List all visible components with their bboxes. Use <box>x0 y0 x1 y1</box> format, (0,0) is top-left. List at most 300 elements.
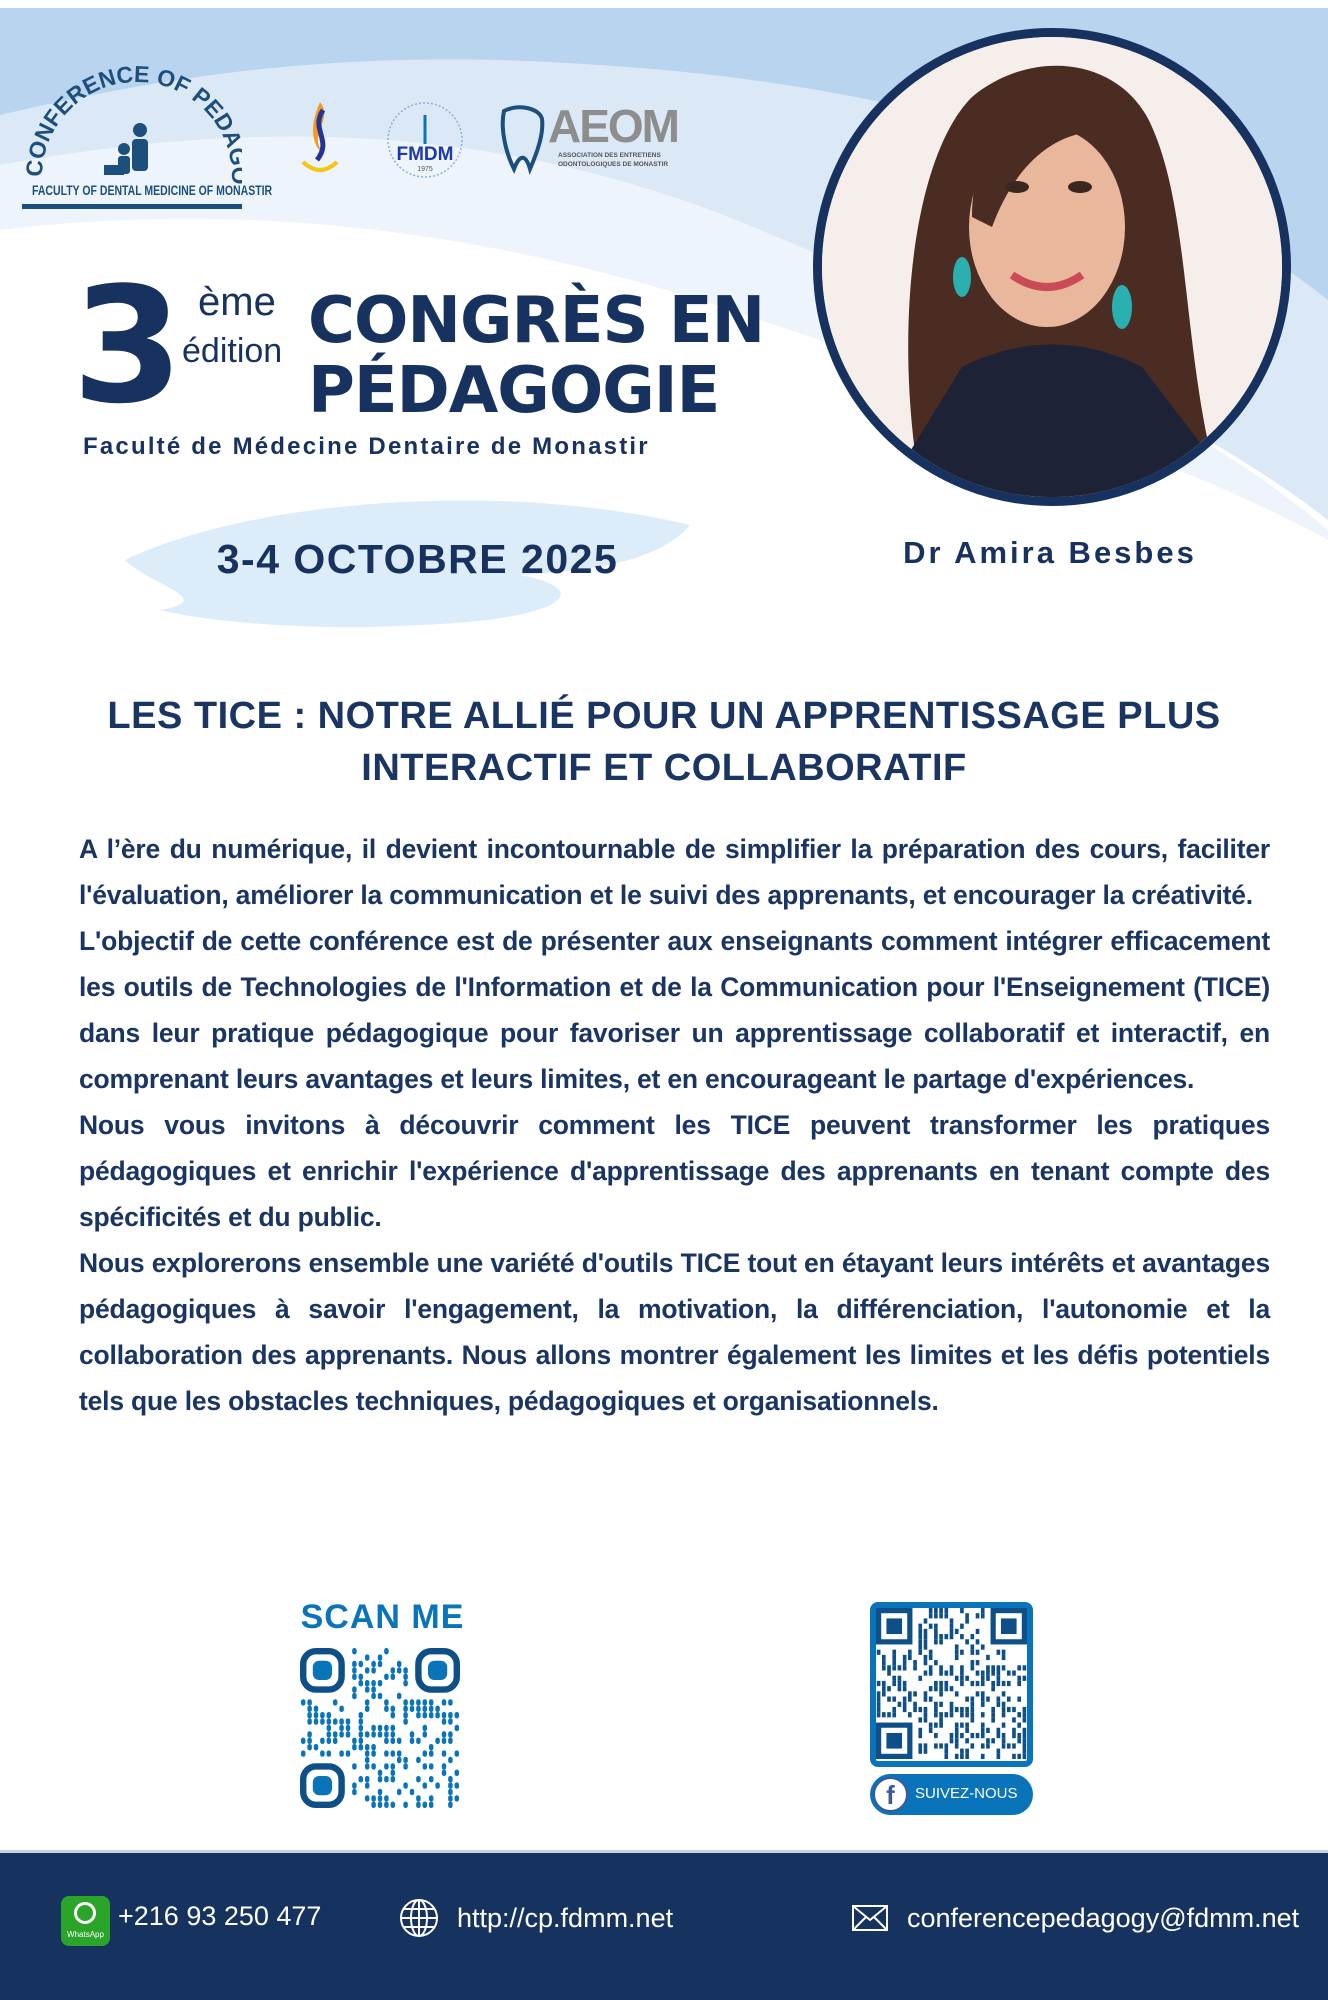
qr-module <box>918 1644 922 1649</box>
qr-module <box>416 1802 420 1808</box>
qr-module <box>352 1674 356 1680</box>
qr-module <box>320 1738 324 1744</box>
talk-title: LES TICE : NOTRE ALLIÉ POUR UN APPRENTISSAGE PLUS INTERACTIF ET COLLABORATIF <box>107 695 1221 789</box>
qr-module <box>339 1718 343 1724</box>
qr-module <box>944 1681 948 1686</box>
qr-module <box>934 1707 938 1712</box>
qr-module <box>1007 1697 1011 1702</box>
qr-module <box>448 1718 452 1724</box>
qr-module <box>1002 1665 1006 1670</box>
qr-module <box>882 1681 886 1686</box>
qr-module <box>327 1718 331 1724</box>
qr-module <box>352 1661 356 1667</box>
scan-me-label: SCAN ME <box>300 1598 465 1636</box>
qr-module <box>981 1728 985 1733</box>
qr-module <box>971 1697 975 1702</box>
qr-module <box>918 1707 922 1712</box>
qr-module <box>913 1660 917 1665</box>
qr-module <box>950 1738 954 1743</box>
qr-module <box>403 1718 407 1724</box>
qr-module <box>403 1757 407 1763</box>
website-qr-code[interactable] <box>300 1648 460 1808</box>
qr-module <box>429 1795 433 1801</box>
qr-module <box>1023 1676 1027 1681</box>
aeom-logo: AEOM ASSOCIATION DES ENTRETIENS ODONTOLOGIQUES DE MONASTIR <box>500 105 675 175</box>
qr-module <box>403 1674 407 1680</box>
qr-module <box>981 1723 985 1728</box>
qr-module <box>950 1665 954 1670</box>
qr-module <box>301 1750 305 1756</box>
qr-module <box>955 1723 959 1728</box>
qr-module <box>1002 1712 1006 1717</box>
qr-module <box>929 1613 933 1618</box>
qr-module <box>903 1686 907 1691</box>
qr-module <box>1017 1754 1021 1759</box>
qr-module <box>944 1670 948 1675</box>
qr-module <box>359 1725 363 1731</box>
facebook-label: SUIVEZ-NOUS <box>915 1785 1018 1802</box>
qr-module <box>1023 1665 1027 1670</box>
qr-module <box>944 1712 948 1717</box>
qr-module <box>986 1738 990 1743</box>
qr-module <box>397 1667 401 1673</box>
qr-module <box>352 1744 356 1750</box>
qr-module <box>403 1699 407 1705</box>
qr-module <box>924 1634 928 1639</box>
qr-module <box>918 1639 922 1644</box>
qr-module <box>435 1782 439 1788</box>
qr-module <box>352 1763 356 1769</box>
qr-module <box>403 1712 407 1718</box>
qr-module <box>307 1731 311 1737</box>
qr-module <box>416 1699 420 1705</box>
qr-module <box>944 1613 948 1618</box>
qr-module <box>1007 1707 1011 1712</box>
qr-module <box>359 1744 363 1750</box>
qr-module <box>365 1731 369 1737</box>
qr-module <box>423 1731 427 1737</box>
edition-suffix: ème <box>198 280 276 324</box>
facebook-icon: f <box>873 1777 908 1812</box>
qr-module <box>384 1763 388 1769</box>
qr-module <box>934 1624 938 1629</box>
qr-module <box>955 1733 959 1738</box>
qr-module <box>991 1686 995 1691</box>
qr-module <box>965 1728 969 1733</box>
qr-module <box>448 1802 452 1808</box>
qr-module <box>397 1757 401 1763</box>
talk-description <box>79 826 1270 1424</box>
qr-module <box>384 1731 388 1737</box>
qr-module <box>934 1629 938 1634</box>
qr-module <box>301 1699 305 1705</box>
qr-module <box>924 1743 928 1748</box>
qr-module <box>352 1686 356 1692</box>
qr-module <box>1002 1723 1006 1728</box>
qr-finder-center <box>313 1661 332 1680</box>
qr-module <box>955 1738 959 1743</box>
qr-module <box>371 1750 375 1756</box>
qr-module <box>448 1731 452 1737</box>
qr-module <box>960 1681 964 1686</box>
qr-module <box>955 1644 959 1649</box>
qr-module <box>378 1776 382 1782</box>
qr-module <box>397 1738 401 1744</box>
qr-module <box>887 1697 891 1702</box>
qr-module <box>416 1706 420 1712</box>
qr-module <box>950 1712 954 1717</box>
qr-module <box>320 1750 324 1756</box>
qr-module <box>981 1697 985 1702</box>
qr-module <box>981 1613 985 1618</box>
qr-module <box>391 1763 395 1769</box>
qr-module <box>986 1670 990 1675</box>
qr-module <box>913 1707 917 1712</box>
qr-module <box>898 1686 902 1691</box>
qr-module <box>955 1743 959 1748</box>
qr-module <box>423 1802 427 1808</box>
qr-module <box>384 1674 388 1680</box>
qr-module <box>365 1654 369 1660</box>
qr-module <box>939 1717 943 1722</box>
qr-module <box>397 1693 401 1699</box>
qr-module <box>384 1738 388 1744</box>
qr-module <box>327 1725 331 1731</box>
qr-module <box>359 1718 363 1724</box>
qr-module <box>416 1795 420 1801</box>
qr-module <box>934 1608 938 1613</box>
qr-module <box>950 1702 954 1707</box>
qr-module <box>929 1650 933 1655</box>
qr-module <box>892 1650 896 1655</box>
qr-module <box>378 1693 382 1699</box>
qr-module <box>423 1699 427 1705</box>
qr-module <box>997 1754 1001 1759</box>
qr-module <box>365 1699 369 1705</box>
qr-module <box>960 1670 964 1675</box>
qr-module <box>971 1733 975 1738</box>
qr-module <box>448 1738 452 1744</box>
conference-of-pedagogy-logo: CONFERENCE OF PED FACULTY OF DENTAL MEDICINE OF MONASTIR <box>22 62 242 212</box>
qr-module <box>378 1661 382 1667</box>
qr-module <box>986 1697 990 1702</box>
qr-module <box>307 1706 311 1712</box>
qr-module <box>997 1702 1001 1707</box>
qr-module <box>934 1743 938 1748</box>
qr-module <box>971 1634 975 1639</box>
qr-module <box>1017 1738 1021 1743</box>
qr-module <box>924 1644 928 1649</box>
qr-module <box>365 1750 369 1756</box>
qr-module <box>455 1712 459 1718</box>
qr-module <box>346 1750 350 1756</box>
qr-module <box>976 1650 980 1655</box>
qr-module <box>397 1661 401 1667</box>
qr-module <box>877 1697 881 1702</box>
qr-module <box>371 1667 375 1673</box>
qr-module <box>918 1749 922 1754</box>
qr-module <box>960 1608 964 1613</box>
qr-module <box>924 1697 928 1702</box>
description-paragraph: Nous explorerons ensemble une variété d'outils TICE tout en étayant leurs intérêts et avantages pédagogiques à savoir l'engagement, la motivation, la différenciation, l'autonomie et la collaboration des apprenants. Nous allons montrer également les limites et les défis potentiels tels que les obstacles techniques, pédagogiques et organisationnels. <box>79 1248 1270 1416</box>
qr-module <box>991 1717 995 1722</box>
qr-module <box>955 1691 959 1696</box>
qr-module <box>939 1702 943 1707</box>
qr-module <box>986 1655 990 1660</box>
qr-module <box>971 1707 975 1712</box>
qr-module <box>913 1665 917 1670</box>
qr-module <box>950 1670 954 1675</box>
qr-module <box>934 1733 938 1738</box>
qr-module <box>877 1707 881 1712</box>
qr-module <box>892 1676 896 1681</box>
website-link[interactable]: http://cp.fdmm.net <box>457 1903 674 1933</box>
qr-module <box>359 1776 363 1782</box>
qr-module <box>403 1782 407 1788</box>
qr-module <box>918 1676 922 1681</box>
qr-module <box>384 1795 388 1801</box>
qr-module <box>934 1723 938 1728</box>
qr-module <box>918 1743 922 1748</box>
qr-module <box>339 1725 343 1731</box>
qr-module <box>339 1706 343 1712</box>
qr-module <box>991 1738 995 1743</box>
qr-module <box>929 1624 933 1629</box>
qr-module <box>903 1697 907 1702</box>
qr-module <box>997 1665 1001 1670</box>
qr-module <box>384 1648 388 1654</box>
qr-module <box>960 1650 964 1655</box>
qr-module <box>327 1738 331 1744</box>
fmdm-logo: FMDM 1975 <box>385 100 465 184</box>
qr-module <box>442 1738 446 1744</box>
qr-module <box>397 1789 401 1795</box>
qr-module <box>371 1686 375 1692</box>
qr-module <box>991 1712 995 1717</box>
qr-module <box>403 1667 407 1673</box>
qr-module <box>960 1707 964 1712</box>
qr-module <box>887 1670 891 1675</box>
qr-module <box>903 1707 907 1712</box>
qr-module <box>965 1613 969 1618</box>
qr-module <box>882 1686 886 1691</box>
qr-module <box>314 1706 318 1712</box>
qr-module <box>391 1674 395 1680</box>
qr-module <box>976 1691 980 1696</box>
email-link[interactable]: conferencepedagogy@fdmm.net <box>907 1903 1300 1933</box>
qr-module <box>960 1733 964 1738</box>
qr-module <box>960 1723 964 1728</box>
qr-module <box>365 1757 369 1763</box>
university-monastir-logo <box>295 100 345 180</box>
event-date: 3-4 OCTOBRE 2025 <box>216 536 619 582</box>
qr-module <box>939 1712 943 1717</box>
qr-module <box>1002 1707 1006 1712</box>
qr-module <box>307 1738 311 1744</box>
qr-module <box>365 1782 369 1788</box>
qr-module <box>950 1707 954 1712</box>
qr-module <box>976 1639 980 1644</box>
qr-module <box>986 1743 990 1748</box>
qr-module <box>359 1738 363 1744</box>
mail-icon <box>852 1905 888 1931</box>
qr-module <box>403 1706 407 1712</box>
qr-module <box>892 1681 896 1686</box>
qr-module <box>971 1702 975 1707</box>
congress-title-line1: CONGRÈS EN <box>308 284 765 358</box>
qr-module <box>976 1629 980 1634</box>
qr-module <box>950 1733 954 1738</box>
qr-module <box>384 1750 388 1756</box>
qr-module <box>359 1712 363 1718</box>
facebook-qr-code[interactable] <box>870 1602 1033 1767</box>
qr-module <box>939 1686 943 1691</box>
qr-module <box>913 1691 917 1696</box>
qr-module <box>960 1754 964 1759</box>
phone-number[interactable]: +216 93 250 477 <box>118 1901 322 1931</box>
qr-module <box>971 1681 975 1686</box>
qr-module <box>1012 1743 1016 1748</box>
qr-module <box>327 1731 331 1737</box>
qr-module <box>1002 1733 1006 1738</box>
qr-module <box>429 1706 433 1712</box>
qr-module <box>944 1749 948 1754</box>
qr-module <box>352 1667 356 1673</box>
qr-module <box>352 1648 356 1654</box>
qr-module <box>934 1712 938 1717</box>
qr-module <box>1002 1650 1006 1655</box>
qr-module <box>924 1660 928 1665</box>
qr-module <box>442 1770 446 1776</box>
qr-module <box>924 1629 928 1634</box>
qr-module <box>314 1744 318 1750</box>
qr-module <box>997 1733 1001 1738</box>
qr-module <box>346 1731 350 1737</box>
qr-module <box>997 1676 1001 1681</box>
qr-module <box>944 1686 948 1691</box>
qr-module <box>971 1717 975 1722</box>
qr-module <box>410 1731 414 1737</box>
qr-module <box>448 1782 452 1788</box>
qr-module <box>882 1660 886 1665</box>
qr-module <box>1017 1676 1021 1681</box>
qr-module <box>1002 1691 1006 1696</box>
qr-module <box>981 1743 985 1748</box>
qr-module <box>950 1618 954 1623</box>
qr-module <box>939 1743 943 1748</box>
qr-module <box>924 1655 928 1660</box>
logo-underline <box>22 204 242 209</box>
qr-module <box>934 1681 938 1686</box>
qr-module <box>378 1795 382 1801</box>
qr-module <box>1023 1707 1027 1712</box>
qr-module <box>892 1697 896 1702</box>
qr-module <box>918 1634 922 1639</box>
qr-module <box>929 1723 933 1728</box>
qr-module <box>903 1660 907 1665</box>
facebook-follow-button[interactable] <box>870 1774 1033 1815</box>
qr-finder-center <box>428 1661 447 1680</box>
qr-module <box>410 1789 414 1795</box>
qr-module <box>391 1750 395 1756</box>
qr-module <box>391 1706 395 1712</box>
qr-module <box>944 1608 948 1613</box>
qr-module <box>898 1665 902 1670</box>
qr-module <box>455 1750 459 1756</box>
qr-module <box>423 1750 427 1756</box>
qr-module <box>929 1670 933 1675</box>
qr-module <box>924 1639 928 1644</box>
qr-module <box>448 1795 452 1801</box>
qr-module <box>455 1795 459 1801</box>
qr-module <box>955 1707 959 1712</box>
qr-module <box>423 1782 427 1788</box>
qr-module <box>333 1699 337 1705</box>
qr-module <box>971 1743 975 1748</box>
qr-module <box>1017 1712 1021 1717</box>
qr-module <box>391 1712 395 1718</box>
qr-module <box>1017 1681 1021 1686</box>
faculty-name: Faculté de Médecine Dentaire de Monastir <box>83 433 650 460</box>
qr-module <box>1012 1754 1016 1759</box>
qr-module <box>965 1639 969 1644</box>
qr-module <box>950 1629 954 1634</box>
qr-module <box>976 1670 980 1675</box>
qr-module <box>1002 1702 1006 1707</box>
qr-module <box>971 1712 975 1717</box>
qr-module <box>955 1754 959 1759</box>
qr-module <box>1017 1665 1021 1670</box>
qr-module <box>934 1639 938 1644</box>
qr-module <box>997 1681 1001 1686</box>
qr-module <box>1023 1749 1027 1754</box>
qr-module <box>1023 1733 1027 1738</box>
qr-module <box>918 1728 922 1733</box>
qr-module <box>997 1697 1001 1702</box>
qr-module <box>929 1608 933 1613</box>
qr-module <box>435 1738 439 1744</box>
qr-module <box>955 1676 959 1681</box>
qr-module <box>307 1699 311 1705</box>
qr-module <box>918 1717 922 1722</box>
qr-module <box>976 1613 980 1618</box>
qr-module <box>442 1718 446 1724</box>
qr-module <box>939 1691 943 1696</box>
description-paragraph: L'objectif de cette conférence est de présenter aux enseignants comment intégrer efficacement les outils de Technologies de l'Information et de la Communication pour l'Enseignement (TICE) dans leur pratique pédagogique pour favoriser un apprentissage collaboratif et interactif, en comprenant leurs avantages et leurs limites, et en encourageant le partage d'expériences. <box>79 926 1270 1094</box>
qr-module <box>960 1712 964 1717</box>
qr-module <box>981 1733 985 1738</box>
qr-module <box>965 1712 969 1717</box>
qr-module <box>442 1731 446 1737</box>
qr-module <box>346 1725 350 1731</box>
qr-module <box>442 1763 446 1769</box>
qr-module <box>1002 1743 1006 1748</box>
edition-word: édition <box>182 332 283 370</box>
speaker-name: Dr Amira Besbes <box>903 535 1197 570</box>
description-paragraph: Nous vous invitons à découvrir comment les TICE peuvent transformer les pratiques pédagogiques et enrichir l'expérience d'apprentissage des apprenants en tenant compte des spécificités et du public. <box>79 1110 1270 1232</box>
qr-module <box>918 1629 922 1634</box>
qr-module <box>903 1681 907 1686</box>
qr-module <box>416 1738 420 1744</box>
qr-module <box>924 1618 928 1623</box>
qr-module <box>307 1744 311 1750</box>
qr-module <box>960 1749 964 1754</box>
qr-module <box>908 1650 912 1655</box>
qr-module <box>908 1712 912 1717</box>
qr-module <box>1002 1738 1006 1743</box>
qr-module <box>887 1686 891 1691</box>
qr-module <box>416 1757 420 1763</box>
